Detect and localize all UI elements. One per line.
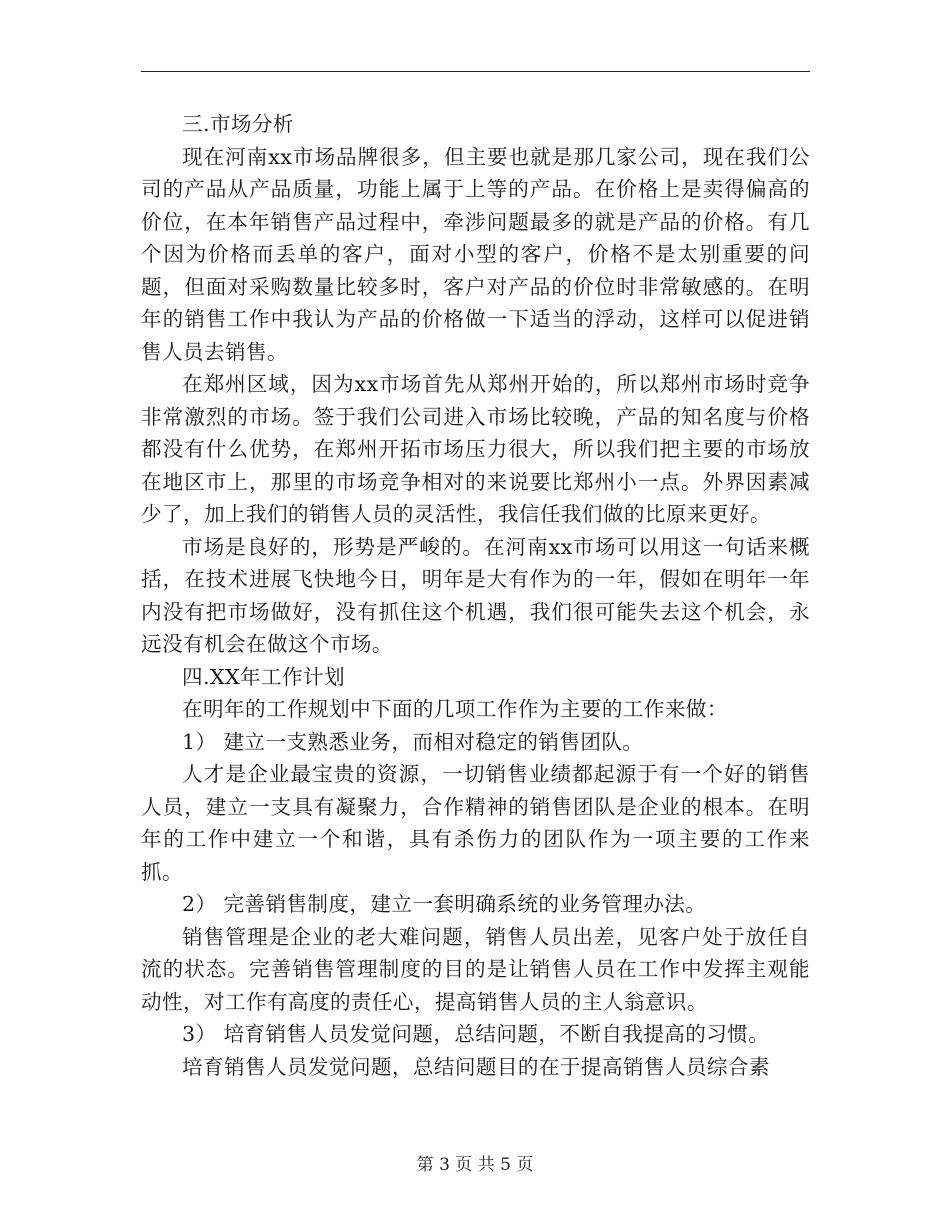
page-number: 第 3 页 共 5 页 bbox=[416, 1155, 534, 1175]
paragraph-zhengzhou: 在郑州区域，因为xx市场首先从郑州开始的，所以郑州市场时竞争非常激烈的市场。签于我们公司进入市场比较晚，产品的知名度与价格都没有什么优势，在郑州开拓市场压力很大，所以我们把主要的市场放在地区市上，那里的市场竞争相对的来说要比郑州小一点。外界因素减少了，加上我们的销售人员的灵活性，我信任我们做的比原来更好。 bbox=[141, 372, 810, 526]
document-body bbox=[141, 108, 810, 1083]
plan-item-3-title: 3） 培育销售人员发觉问题，总结问题，不断自我提高的习惯。 bbox=[182, 1022, 770, 1046]
plan-item-1-title: 1） 建立一支熟悉业务，而相对稳定的销售团队。 bbox=[182, 729, 644, 754]
paragraph-plan-intro: 在明年的工作规划中下面的几项工作作为主要的工作来做： bbox=[182, 697, 728, 721]
section-heading-market-analysis: 三.市场分析 bbox=[182, 112, 294, 136]
plan-item-3-body: 培育销售人员发觉问题，总结问题目的在于提高销售人员综合素 bbox=[182, 1054, 770, 1079]
plan-item-1-body: 人才是企业最宝贵的资源，一切销售业绩都起源于有一个好的销售人员，建立一支具有凝聚力，合作精神的销售团队是企业的根本。在明年的工作中建立一个和谐，具有杀伤力的团队作为一项主要的工作来抓。 bbox=[141, 762, 810, 884]
plan-item-2-body: 销售管理是企业的老大难问题，销售人员出差，见客户处于放任自流的状态。完善销售管理制度的目的是让销售人员在工作中发挥主观能动性，对工作有高度的责任心，提高销售人员的主人翁意识。 bbox=[141, 924, 810, 1014]
plan-item-2-title: 2） 完善销售制度，建立一套明确系统的业务管理办法。 bbox=[182, 892, 707, 916]
paragraph-market-outlook: 市场是良好的，形势是严峻的。在河南xx市场可以用这一句话来概括，在技术进展飞快地今日，明年是大有作为的一年，假如在明年一年内没有把市场做好，没有抓住这个机遇，我们很可能失去这个机会，永远没有机会在做这个市场。 bbox=[141, 534, 810, 656]
header-rule bbox=[141, 71, 810, 72]
paragraph-pricing: 现在河南xx市场品牌很多，但主要也就是那几家公司，现在我们公司的产品从产品质量，功能上属于上等的产品。在价格上是卖得偏高的价位，在本年销售产品过程中，牵涉问题最多的就是产品的价格。有几个因为价格而丢单的客户，面对小型的客户，价格不是太别重要的问题，但面对采购数量比较多时，客户对产品的价位时非常敏感的。在明年的销售工作中我认为产品的价格做一下适当的浮动，这样可以促进销售人员去销售。 bbox=[141, 144, 810, 364]
section-heading-work-plan: 四.XX年工作计划 bbox=[182, 664, 346, 689]
